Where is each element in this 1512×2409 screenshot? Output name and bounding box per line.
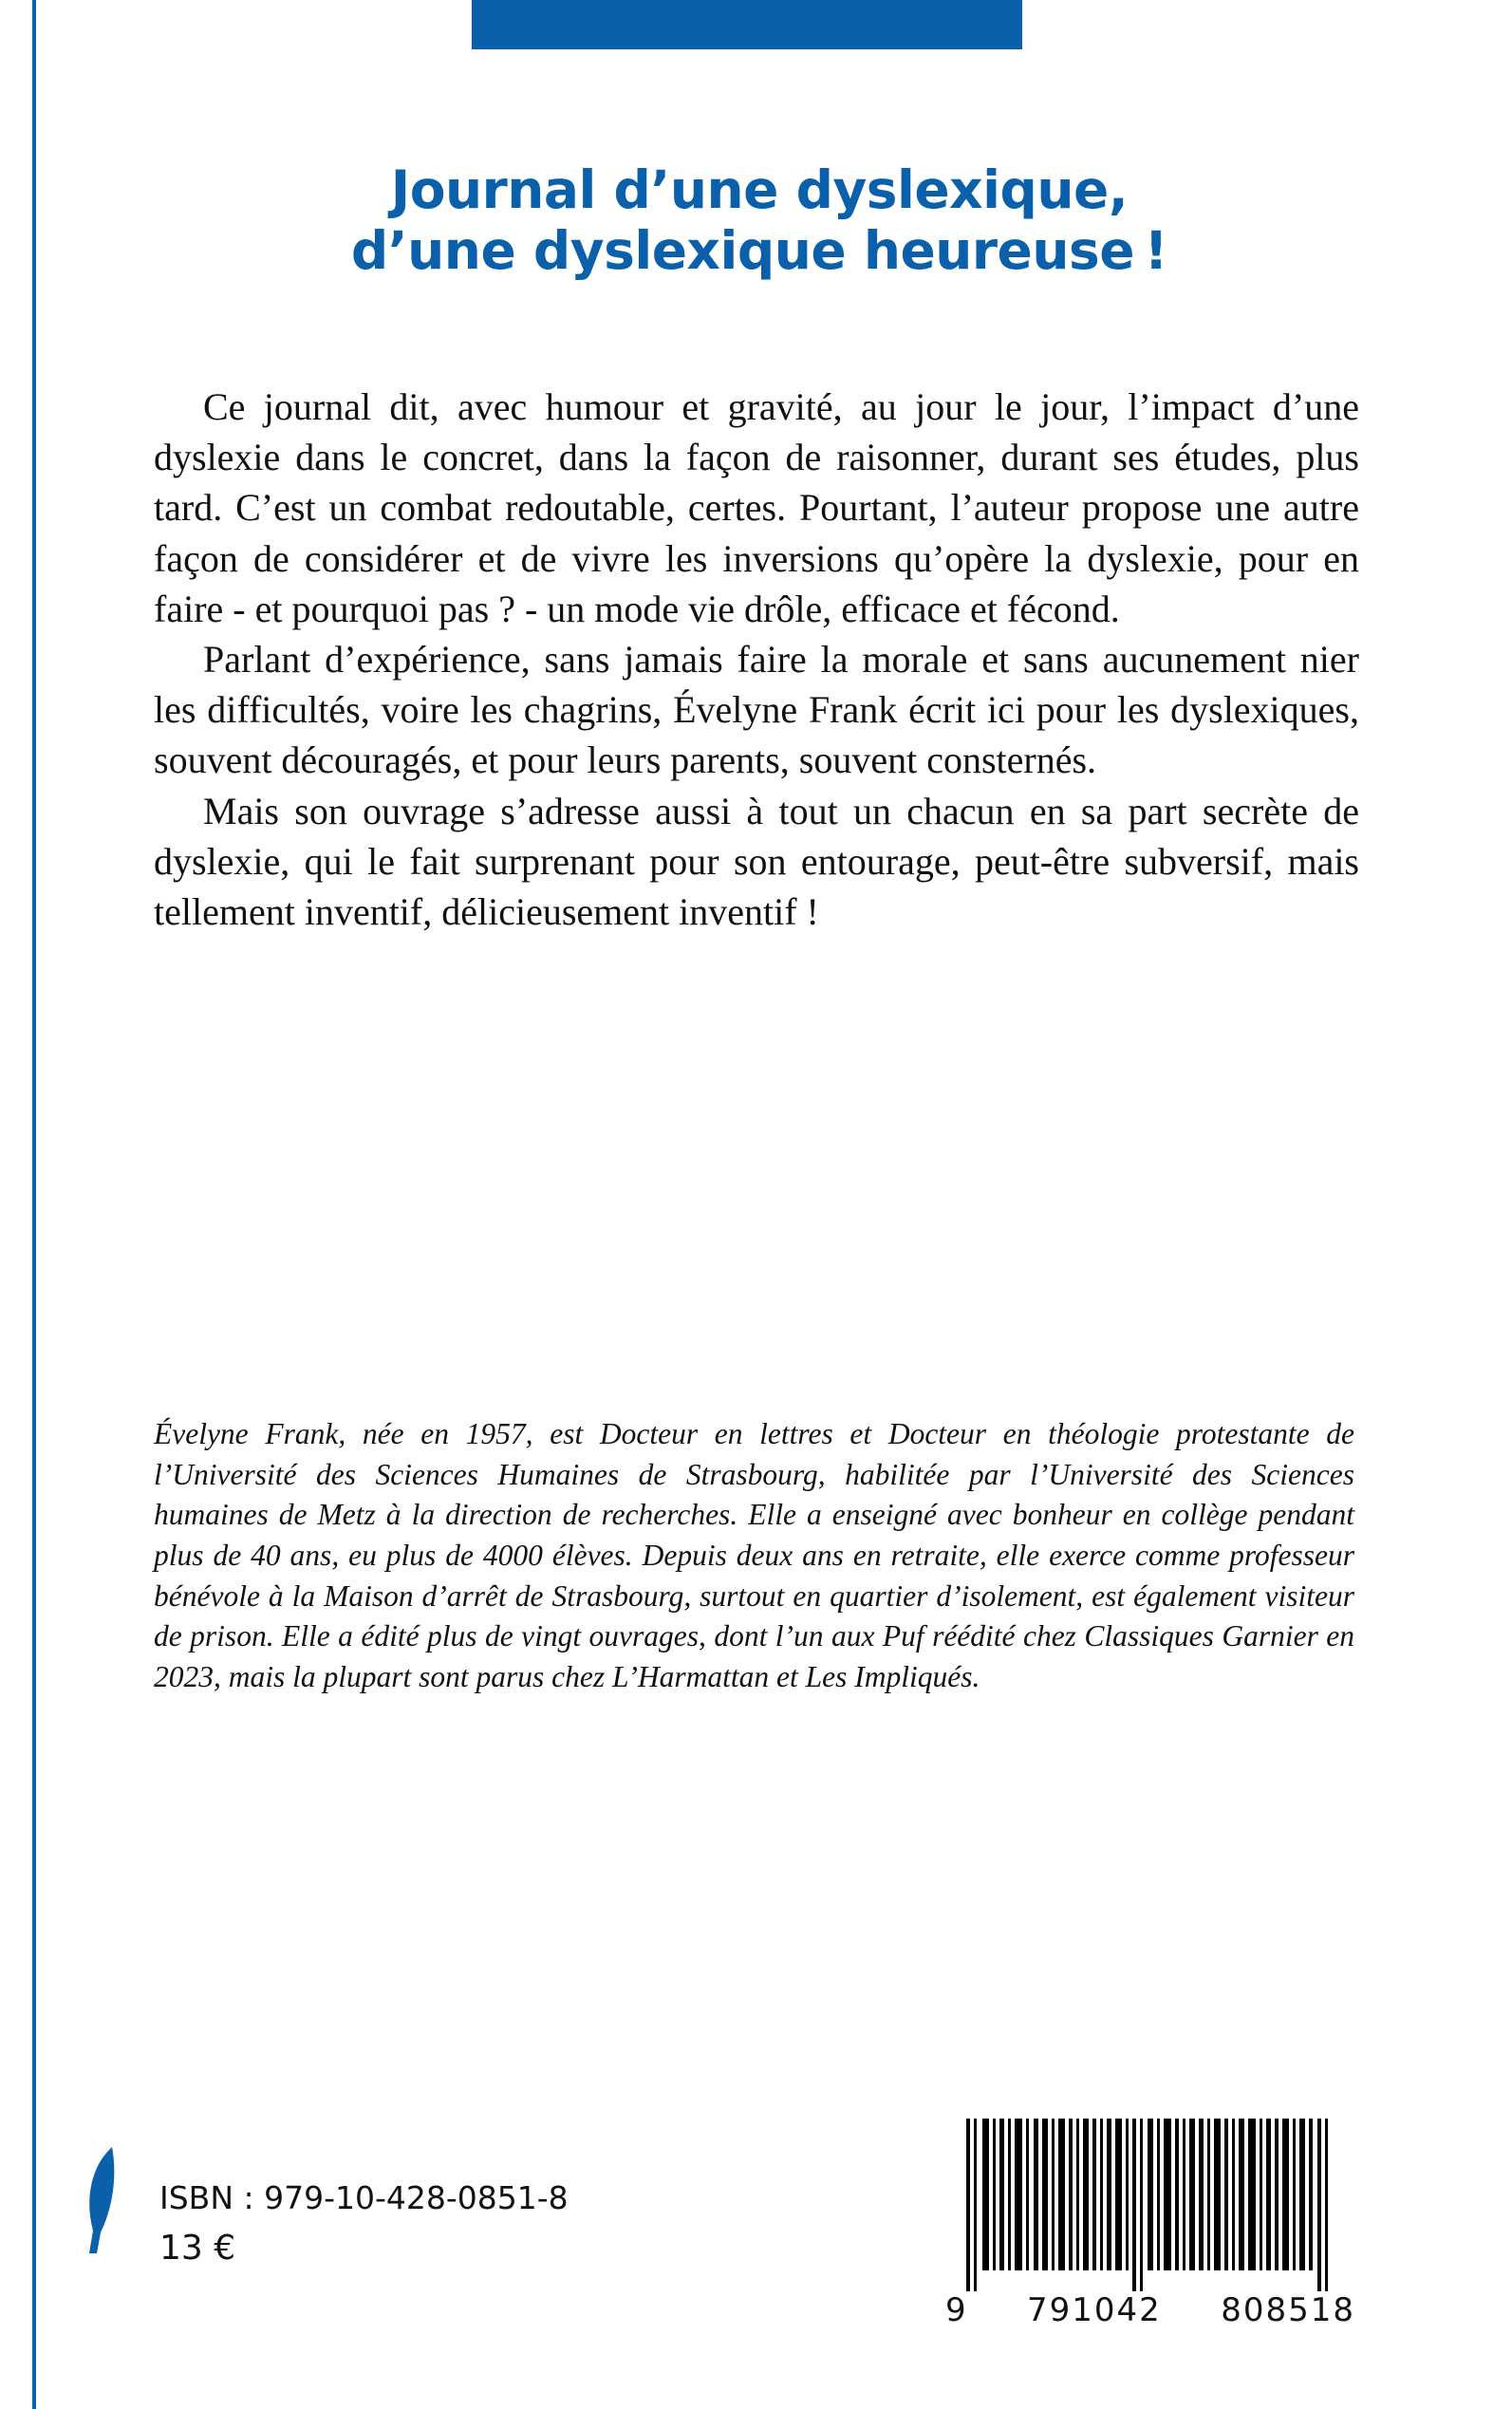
barcode-bars-icon (961, 2119, 1340, 2291)
author-bio (154, 1414, 1354, 1698)
barcode (945, 2119, 1355, 2337)
feather-logo-icon (84, 2143, 125, 2257)
barcode-digits (942, 2291, 1359, 2329)
author-bio-text: Évelyne Frank, née en 1957, est Docteur en lettres et Docteur en théologie protestante de l’Université des Sciences Humaines de Strasbourg, habilitée par l’Université des Sciences humaines de Metz à la direction de recherches. Elle a enseigné avec bonheur en collège pendant plus de 40 ans, eu plus de 4000 élèves. Depuis deux ans en retraite, elle exerce comme professeur bénévole à la Maison d’arrêt de Strasbourg, surtout en quartier d’isolement, est également visiteur de prison. Elle a édité plus de vingt ouvrages, dont l’un aux Puf réédité chez Classiques Garnier en 2023, mais la plupart sont parus chez L’Harmattan et Les Impliqués. (154, 1417, 1354, 1694)
barcode-digit-prefix: 9 (945, 2291, 968, 2329)
isbn-text: ISBN : 979-10-428-0851-8 (159, 2179, 569, 2216)
isbn-block (159, 2174, 569, 2275)
title-line-1: Journal d’une dyslexique, (390, 159, 1129, 220)
left-vertical-rule (32, 0, 36, 2183)
barcode-digit-group-2: 808518 (1221, 2291, 1355, 2329)
barcode-digit-group-1: 791042 (1027, 2291, 1162, 2329)
title-line-2: d’une dyslexique heureuse ! (350, 220, 1168, 282)
blurb-paragraph-1: Ce journal dit, avec humour et gravité, au jour le jour, l’impact d’une dyslexie dans le concret, dans la façon de raisonner, durant ses études, plus tard. C’est un combat redoutable, certes. Pourtant, l’auteur propose une autre façon de considérer et de vivre les inversions qu’opère la dyslexie, pour en faire - et pourquoi pas ? - un mode vie drôle, efficace et fécond. (154, 385, 1359, 630)
top-accent-bar (472, 0, 1022, 49)
blurb-paragraph-3: Mais son ouvrage s’adresse aussi à tout un chacun en sa part secrète de dyslexie, qui le fait surprenant pour son entourage, peut-être subversif, mais tellement inventif, délicieusement inventif ! (154, 789, 1359, 933)
page-title (152, 159, 1367, 282)
blurb-text (154, 382, 1359, 937)
blurb-paragraph-2: Parlant d’expérience, sans jamais faire la morale et sans aucunement nier les difficultés, voire les chagrins, Évelyne Frank écrit ici pour les dyslexiques, souvent découragés, et pour leurs parents, souvent consternés. (154, 637, 1359, 782)
price-text: 13 € (159, 2229, 236, 2269)
left-vertical-rule-lower (32, 2183, 36, 2409)
